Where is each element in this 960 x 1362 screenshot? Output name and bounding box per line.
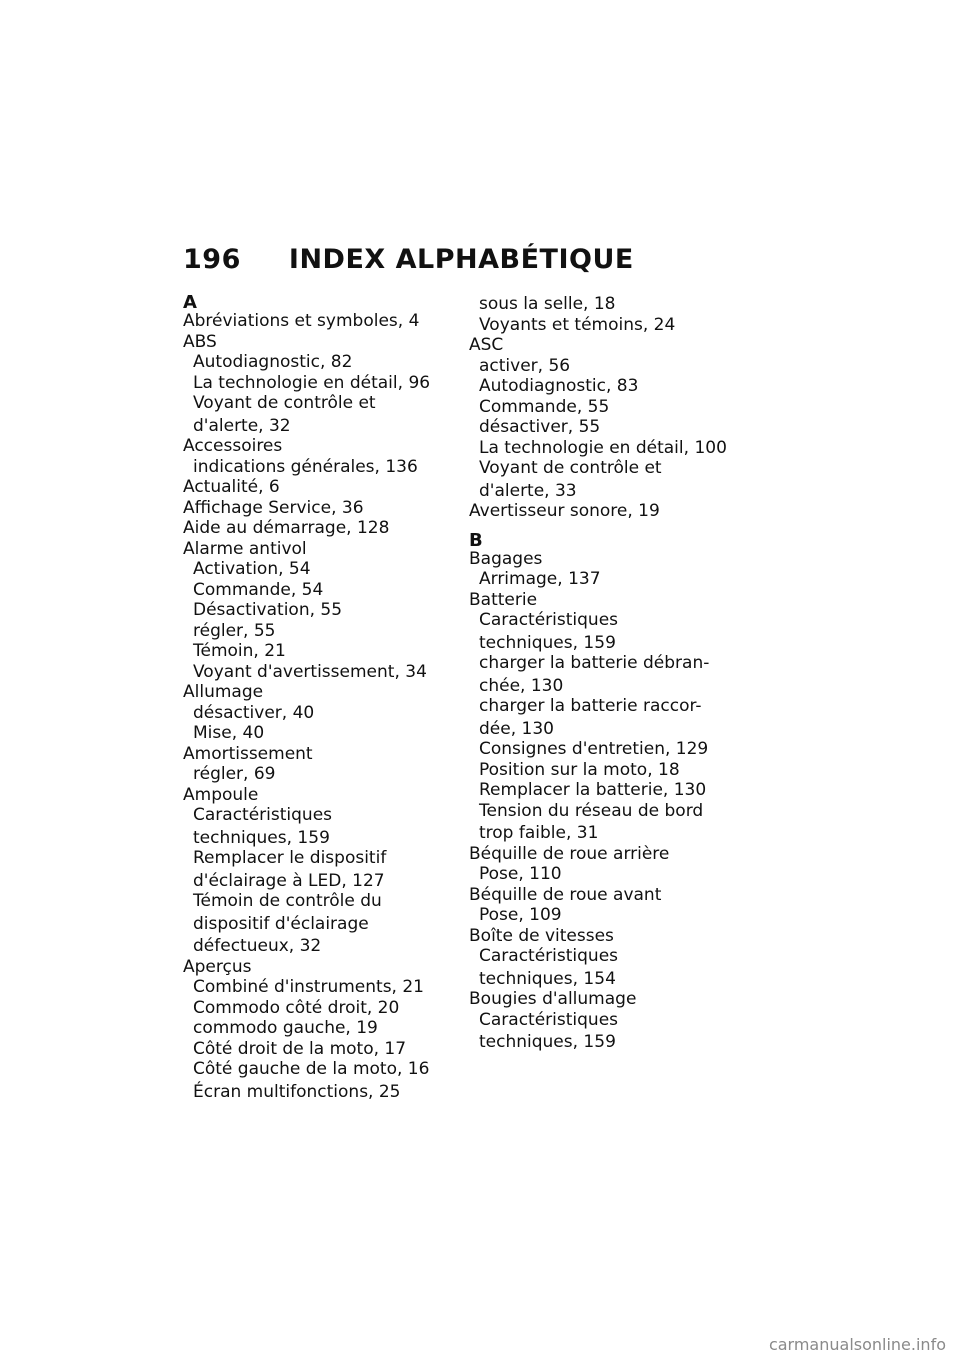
- index-subentry: Caractéristiques: [479, 946, 619, 966]
- index-subentry: Voyant d'avertissement, 34: [193, 661, 427, 682]
- index-subentry: Autodiagnostic, 83: [479, 376, 639, 396]
- index-entry: Boîte de vitesses: [469, 925, 614, 946]
- index-letter-heading: B: [469, 529, 483, 551]
- index-subentry: régler, 55: [193, 620, 276, 641]
- index-entry: Béquille de roue arrière: [469, 843, 670, 864]
- index-subentry: Pose, 110: [479, 864, 562, 884]
- index-subentry: Témoin de contrôle du: [193, 891, 382, 911]
- index-entry: Bougies d'allumage: [469, 989, 637, 1009]
- index-subentry: désactiver, 40: [193, 702, 315, 723]
- index-subentry: Côté droit de la moto, 17: [193, 1038, 407, 1059]
- index-entry: Affichage Service, 36: [183, 497, 364, 518]
- index-subentry-continuation: Écran multifonctions, 25: [193, 1081, 401, 1102]
- index-subentry: Témoin, 21: [193, 641, 286, 661]
- index-subentry: La technologie en détail, 100: [479, 437, 727, 458]
- index-subentry: régler, 69: [193, 764, 276, 784]
- index-subentry: Voyant de contrôle et: [479, 458, 662, 478]
- index-entry: Aide au démarrage, 128: [183, 518, 390, 538]
- index-subentry: Voyant de contrôle et: [193, 393, 376, 413]
- index-subentry-continuation: dée, 130: [479, 718, 554, 739]
- index-subentry: Commande, 55: [479, 396, 610, 417]
- index-subentry: Caractéristiques: [479, 610, 619, 630]
- index-subentry: Consignes d'entretien, 129: [479, 739, 709, 759]
- index-subentry-continuation: trop faible, 31: [479, 823, 599, 843]
- index-subentry-continuation: techniques, 159: [193, 827, 330, 848]
- index-subentry-continuation: techniques, 159: [479, 632, 616, 653]
- index-subentry-continuation: d'alerte, 32: [193, 415, 291, 436]
- index-entry: Ampoule: [183, 784, 259, 805]
- index-subentry-continuation: techniques, 159: [479, 1032, 616, 1052]
- index-subentry: La technologie en détail, 96: [193, 372, 431, 393]
- index-subentry: charger la batterie raccor-: [479, 696, 702, 716]
- index-entry: Amortissement: [183, 743, 313, 764]
- index-subentry: Pose, 109: [479, 905, 562, 925]
- index-subentry: Tension du réseau de bord: [479, 800, 704, 821]
- index-subentry: indications générales, 136: [193, 456, 418, 477]
- index-entry: Batterie: [469, 589, 538, 610]
- index-subentry: Position sur la moto, 18: [479, 759, 680, 780]
- index-subentry: Remplacer le dispositif: [193, 848, 387, 868]
- index-column-left: [183, 294, 453, 1102]
- watermark[interactable]: carmanualsonline.info: [768, 1335, 946, 1354]
- index-subentry: Voyants et témoins, 24: [479, 314, 676, 335]
- index-entry: Allumage: [183, 682, 264, 702]
- index-subentry: charger la batterie débran-: [479, 653, 710, 673]
- index-subentry-continuation: défectueux, 32: [193, 936, 322, 956]
- index-subentry: Activation, 54: [193, 559, 311, 579]
- index-subentry: Caractéristiques: [479, 1009, 619, 1030]
- index-entry: Accessoires: [183, 436, 283, 456]
- index-subentry: Côté gauche de la moto, 16: [193, 1059, 430, 1079]
- index-entry: Abréviations et symboles, 4: [183, 311, 420, 331]
- index-subentry: Commande, 54: [193, 579, 324, 600]
- index-entry: ABS: [183, 331, 217, 352]
- index-subentry: sous la selle, 18: [479, 294, 616, 314]
- index-letter-heading: A: [183, 292, 197, 313]
- index-entry: Bagages: [469, 548, 543, 569]
- page-number: 196: [183, 244, 241, 275]
- index-subentry-continuation: dispositif d'éclairage: [193, 913, 369, 934]
- index-entry: Avertisseur sonore, 19: [469, 501, 660, 521]
- index-entry: Béquille de roue avant: [469, 884, 662, 905]
- index-subentry: Combiné d'instruments, 21: [193, 977, 424, 997]
- index-subentry: Mise, 40: [193, 723, 265, 743]
- index-subentry-continuation: techniques, 154: [479, 968, 616, 989]
- index-subentry: Remplacer la batterie, 130: [479, 780, 707, 800]
- index-subentry: commodo gauche, 19: [193, 1018, 378, 1038]
- index-subentry: Arrimage, 137: [479, 569, 601, 589]
- index-entry: Alarme antivol: [183, 538, 307, 559]
- index-subentry-continuation: d'alerte, 33: [479, 480, 577, 501]
- index-subentry: désactiver, 55: [479, 417, 601, 437]
- index-subentry-continuation: d'éclairage à LED, 127: [193, 870, 385, 891]
- index-subentry: Désactivation, 55: [193, 600, 343, 620]
- index-subentry: Caractéristiques: [193, 805, 333, 825]
- index-entry: ASC: [469, 335, 504, 355]
- index-subentry: Commodo côté droit, 20: [193, 997, 400, 1018]
- page-title: INDEX ALPHABÉTIQUE: [288, 244, 634, 275]
- page-header: [183, 244, 634, 275]
- index-column-right: [469, 294, 739, 1053]
- index-entry: Actualité, 6: [183, 477, 280, 497]
- index-entry: Aperçus: [183, 956, 252, 977]
- index-subentry-continuation: chée, 130: [479, 675, 564, 696]
- index-subentry: activer, 56: [479, 355, 571, 376]
- index-subentry: Autodiagnostic, 82: [193, 352, 353, 372]
